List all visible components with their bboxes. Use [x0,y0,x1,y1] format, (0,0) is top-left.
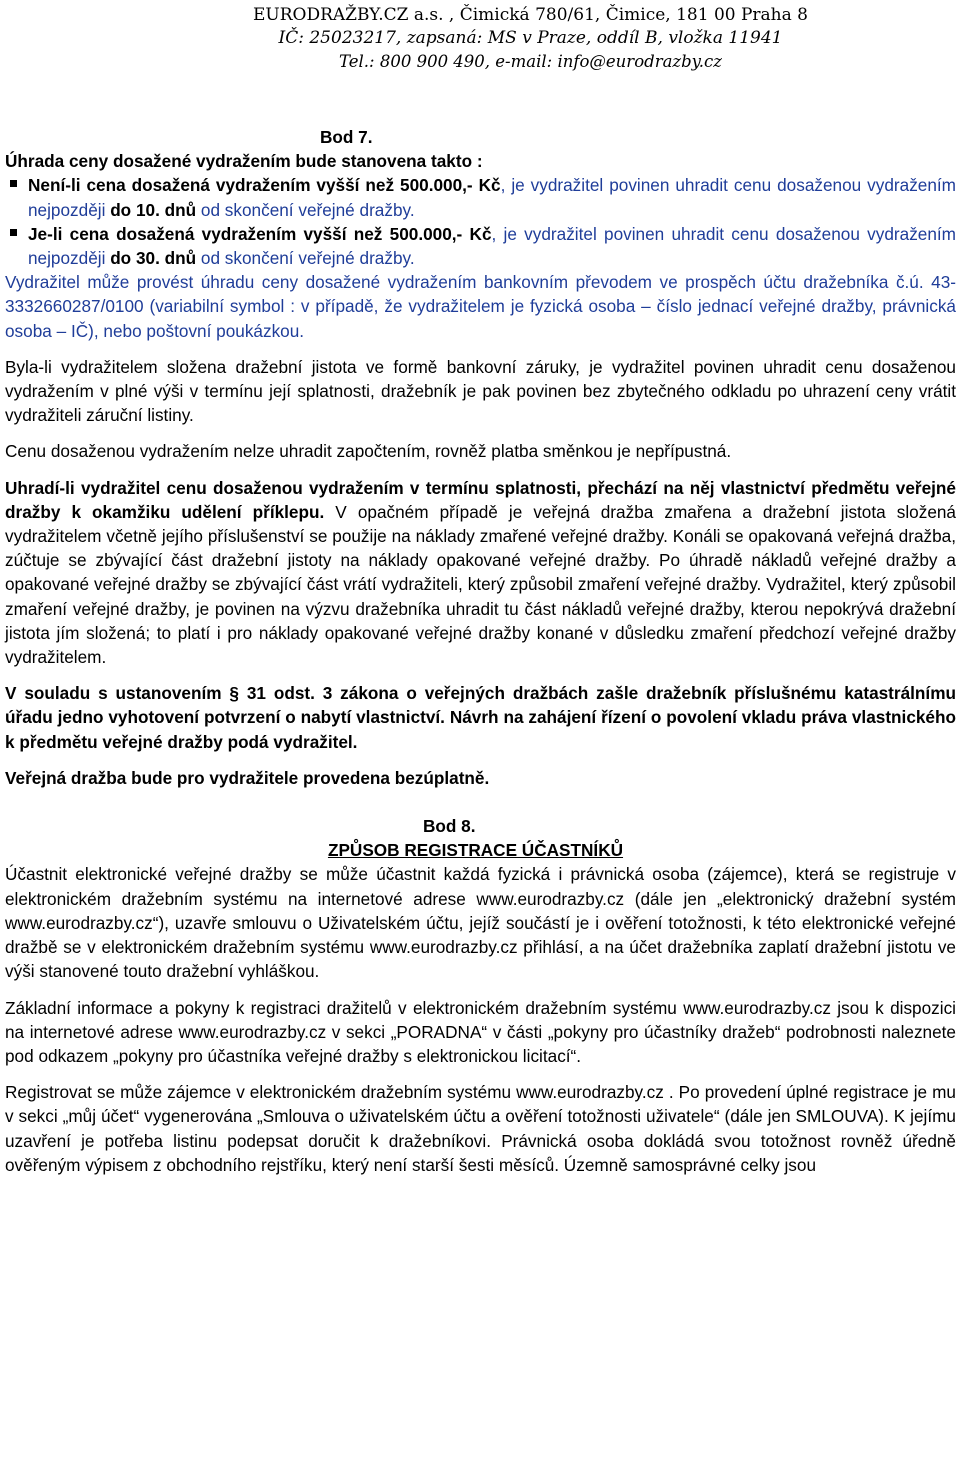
paragraph-no-offset: Cenu dosaženou vydražením nelze uhradit započtením, rovněž platba směnkou je nepřípustná. [5,441,732,462]
bullet-deadline: do 30. dnů [110,248,197,269]
bullet-square-icon [10,180,17,187]
payment-terms-list [5,173,956,270]
letterhead-company: EURODRAŽBY.CZ a.s. , Čimická 780/61, Čimice, 181 00 Praha 8 [253,5,808,25]
bullet-text-end: od skončení veřejné dražby. [196,248,415,269]
section-7-title: Bod 7. [320,127,373,147]
paragraph-registration-process: Registrovat se může zájemce v elektronickém dražebním systému www.eurodrazby.cz . Po provedení úplné registrace je mu v sekci „můj účet“ vygenerována „Smlouva o uživatelském účtu a ověření totožnosti uživatele“ (dále jen SMLOUVA). K jejímu uzavření je potřeba listinu podepsat doručit k dražebníkovi. Právnická osoba dokládá svou totožnost rovněž úředně ověřeným výpisem z obchodního rejstříku, který není starší šesti měsíců. Územně samosprávné celky jsou [5,1082,956,1175]
paragraph-free-of-charge: Veřejná dražba bude pro vydražitele provedena bezúplatně. [5,767,490,788]
letterhead-contact: Tel.: 800 900 490, e-mail: info@eurodrazby.cz [339,52,722,71]
paragraph-ownership-transfer [5,476,956,670]
list-item [28,173,956,221]
letterhead [105,0,956,73]
ownership-rest-text: V opačném případě je veřejná dražba zmařena a dražební jistota složená vydražitelem včetně jejího příslušenství se použije na náklady zmařené veřejné dražby. Konáli se opakovaná veřejná dražba, zúčtuje se zbývající část dražební jistoty na náklady opakované veřejné dražby. Po úhradě nákladů veřejné dražby a opakované veřejné dražby se zbývající část vrátí vydražiteli, který způsobil zmaření veřejné dražby. Vydražitel, který způsobil zmaření veřejné dražby, je povinen na výzvu dražebníka uhradit tu část nákladů veřejné dražby, kterou nepokrývá dražební jistota jím složená; to platí i pro náklady opakované veřejné dražby konané v důsledku zmaření předchozí veřejné dražby vydražitelem. [5,501,956,668]
paragraph-bank-transfer: Vydražitel může provést úhradu ceny dosažené vydražením bankovním převodem ve prospěch účtu dražebníka č.ú. 43-3332660287/0100 (variabilní symbol : v případě, že vydražitelem je fyzická osoba – číslo jednací veřejné dražby, právnická osoba – IČ), nebo poštovní poukázkou. [5,272,956,341]
list-item [28,222,956,270]
bullet-text: , je vydražitel povinen uhradit cenu dosaženou vydražením nejpozději [28,223,957,269]
letterhead-registration: IČ: 25023217, zapsaná: MS v Praze, oddíl B, vložka 11941 [278,28,783,48]
paragraph-bank-guarantee: Byla-li vydražitelem složena dražební jistota ve formě bankovní záruky, je vydražitel povinen uhradit cenu dosaženou vydražením v plné výši v termínu její splatnosti, dražebník je pak povinen bez zbytečného odkladu po uhrazení ceny vrátit vydražiteli záruční listiny. [5,356,956,426]
bullet-condition: Je-li cena dosažená vydražením vyšší než 500.000,- Kč [28,223,492,244]
bullet-text-end: od skončení veřejné dražby. [196,199,415,220]
section-8-subtitle: ZPŮSOB REGISTRACE ÚČASTNÍKŮ [327,840,624,861]
bullet-text: , je vydražitel povinen uhradit cenu dosaženou vydražením nejpozději [28,175,957,220]
paragraph-participants: Účastnit elektronické veřejné dražby se může účastnit každá fyzická i právnická osoba (zájemce), která se registruje v elektronickém dražebním systému na internetové adrese www.eurodrazby.cz (dále jen „elektronický dražební systém www.eurodrazby.cz“), uzavře smlouvu o Uživatelském účtu, jejíž součástí je i ověření totožnosti, k této elektronické veřejné dražbě se v elektronickém dražebním systému www.eurodrazby.cz přihlásí, a na účet dražebníka zaplatí dražební jistotu ve výši stanovené touto dražební vyhláškou. [5,864,956,982]
section-8-title: Bod 8. [423,816,476,837]
bullet-deadline: do 10. dnů [110,199,197,220]
bullet-condition: Není-li cena dosažená vydražením vyšší než 500.000,- Kč [28,175,501,196]
paragraph-registration-info: Základní informace a pokyny k registraci dražitelů v elektronickém dražebním systému www.eurodrazby.cz jsou k dispozici na internetové adrese www.eurodrazby.cz v sekci „PORADNA“ v části „pokyny pro účastníky dražeb“ podrobnosti naleznete pod odkazem „pokyny pro účastníka veřejné dražby s elektronickou licitací“. [5,997,956,1066]
ownership-bold-text: Uhradí-li vydražitel cenu dosaženou vydražením v termínu splatnosti, přechází na něj vlastnictví předmětu veřejné dražby k okamžiku udělení příklepu. [5,477,956,522]
paragraph-cadastre: V souladu s ustanovením § 31 odst. 3 zákona o veřejných dražbách zašle dražebník příslušnému katastrálnímu úřadu jedno vyhotovení potvrzení o nabytí vlastnictví. Návrh na zahájení řízení o povolení vkladu práva vlastnického k předmětu veřejné dražby podá vydražitel. [5,683,956,752]
section-7-subtitle: Úhrada ceny dosažené vydražením bude stanovena takto : [5,151,483,172]
bullet-square-icon [10,229,17,236]
